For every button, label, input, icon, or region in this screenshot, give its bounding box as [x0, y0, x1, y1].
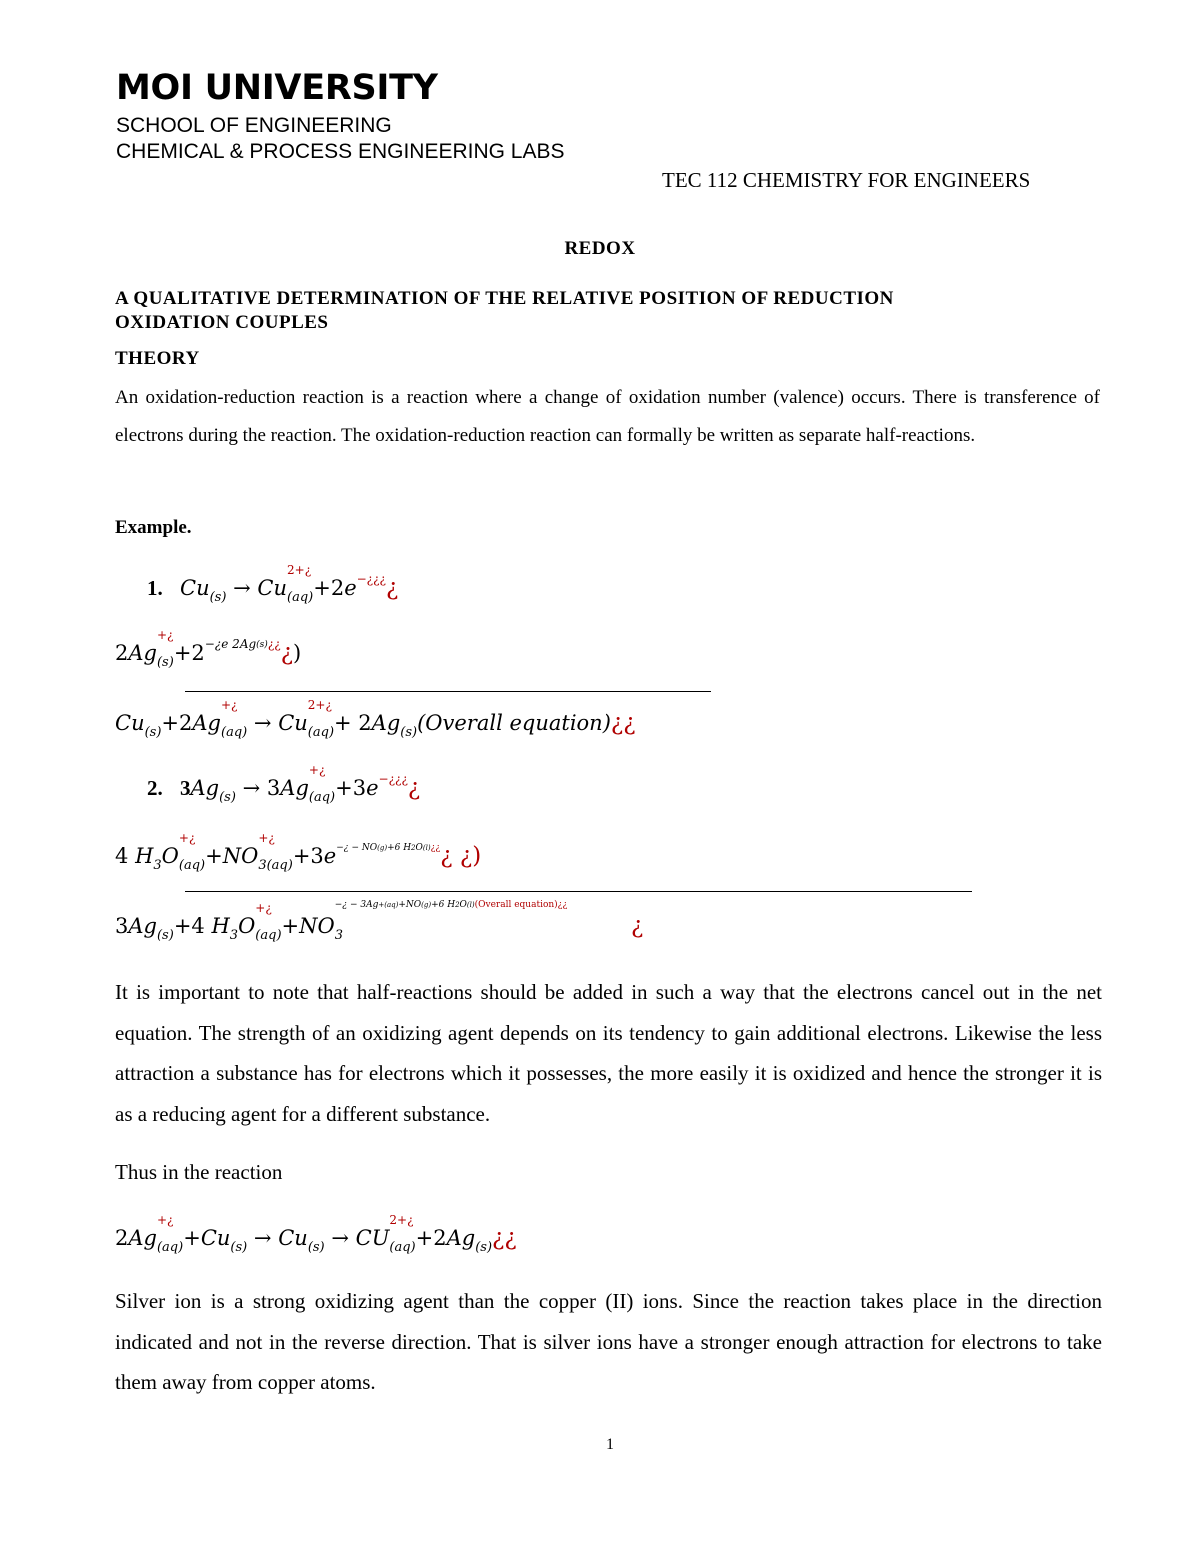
equation-superscript: −¿ − 3Ag — [334, 900, 379, 910]
equation-operator: + — [183, 1226, 201, 1250]
course-code: TEC 112 CHEMISTRY FOR ENGINEERS — [662, 168, 1031, 192]
equation-term: O — [161, 844, 179, 868]
equation-subscript: (s) — [156, 655, 174, 670]
equation-operator: +4 — [173, 914, 205, 938]
equation-term: Cu — [200, 1226, 231, 1250]
equation-subscript: (s) — [400, 725, 418, 740]
equation-term: Ag — [128, 1226, 157, 1250]
equation-term: H — [211, 914, 230, 938]
equation-tail: ¿ — [280, 640, 294, 666]
equation-term: Ag — [280, 776, 309, 800]
equation-term: e — [344, 576, 357, 600]
equation-superscript: O — [459, 900, 467, 910]
equation-term: CU — [355, 1226, 390, 1250]
equation-superscript: ¿¿ — [430, 843, 441, 853]
equation-subscript: (s) — [219, 790, 236, 805]
equation-subscript: (aq) — [221, 725, 248, 740]
equation-subscript: (s) — [307, 1240, 325, 1255]
equation-arrow: → — [233, 576, 251, 600]
equation-coefficient: 2 — [115, 1226, 129, 1250]
equation-superscript: +(aq) — [378, 901, 399, 909]
equation-superscript: 2+¿ — [287, 563, 312, 577]
equation-coefficient: 3 — [180, 776, 191, 800]
equation-term: e — [366, 776, 379, 800]
school-name: SCHOOL OF ENGINEERING — [116, 114, 392, 137]
equation-tail: ¿¿ — [492, 1225, 517, 1251]
equation-subscript: (aq) — [287, 590, 314, 605]
page-title: REDOX — [564, 238, 636, 259]
equation-coefficient: 3 — [115, 914, 129, 938]
equation-superscript: +6 H — [431, 900, 456, 910]
equation-superscript: −¿ − NO — [336, 843, 378, 853]
page-number: 1 — [606, 1436, 614, 1453]
equation-term: O — [238, 914, 256, 938]
equation-tail: ¿ ¿) — [440, 843, 482, 869]
equation-superscript: (g) — [377, 844, 388, 852]
university-name: MOI UNIVERSITY — [116, 68, 438, 108]
equation-subscript: (aq) — [389, 1240, 416, 1255]
equation-term: Ag — [128, 641, 157, 665]
equation-subscript: 3 — [153, 858, 162, 873]
equation-term: Cu — [278, 1226, 308, 1250]
equation-operator: +2 — [173, 641, 205, 665]
equation-number: 1. — [147, 576, 163, 600]
equation-term: NO — [222, 844, 259, 868]
equation-coefficient: 3 — [266, 776, 281, 800]
equation-subscript: 3 — [334, 928, 343, 943]
equation-subscript: (s) — [156, 928, 174, 943]
equation-superscript: 2 — [455, 901, 460, 909]
equation-arrow: → — [331, 1226, 349, 1250]
equation-operator: + — [205, 844, 223, 868]
subtitle-line-1: A QUALITATIVE DETERMINATION OF THE RELATIVE POSITION OF REDUCTION — [115, 288, 894, 309]
equation-superscript: +¿ — [178, 831, 196, 845]
equation-subscript: (s) — [475, 1240, 493, 1255]
divider-line — [185, 691, 711, 692]
equation-term: Ag — [190, 776, 220, 800]
equation-superscript: 2+¿ — [307, 698, 332, 712]
equation-operator: +3 — [292, 844, 324, 868]
equation-coefficient: 4 — [115, 844, 129, 868]
example-label: Example. — [115, 517, 192, 538]
equation-term: Cu — [257, 576, 287, 600]
equation-number: 2. — [147, 776, 163, 800]
equation-subscript: (aq) — [178, 858, 206, 873]
equation-tail: ¿¿ — [610, 710, 636, 736]
theory-heading: THEORY — [115, 348, 200, 369]
equation-note: (Overall equation) — [417, 711, 611, 735]
equation-superscript: (l) — [466, 901, 475, 909]
equation-term: Ag — [446, 1226, 476, 1250]
equation-2-1 — [147, 763, 421, 805]
equation-term: NO — [299, 914, 335, 938]
equation-subscript: (s) — [144, 725, 162, 740]
equation-superscript: +¿ — [221, 698, 238, 712]
equation-1-1 — [147, 563, 399, 605]
equation-superscript: +¿ — [156, 628, 174, 642]
equation-term: Ag — [128, 914, 157, 938]
equation-2-3 — [115, 900, 644, 943]
equation-subscript: (aq) — [308, 790, 336, 805]
equation-superscript: (Overall equation)¿¿ — [474, 900, 568, 910]
equation-superscript: 2+¿ — [389, 1213, 414, 1227]
equation-term: H — [135, 844, 154, 868]
equation-tail: ¿ — [385, 575, 399, 601]
explanation-paragraph: It is important to note that half-reactions should be added in such a way that the electrons cancel out in the net equation. The strength of an oxidizing agent depends on its tendency to gain additional electrons. Likewise the less attraction a substance has for electrons which it possesses, the more easily it is oxidized and hence the stronger it is as a reducing agent for a different substance. — [115, 980, 1102, 1126]
labs-name: CHEMICAL & PROCESS ENGINEERING LABS — [116, 140, 565, 163]
equation-superscript: 2 — [411, 844, 416, 852]
equation-superscript: +¿ — [255, 901, 272, 915]
reaction-equation — [115, 1213, 517, 1255]
equation-superscript: +¿ — [308, 763, 326, 777]
equation-superscript: −¿¿¿ — [356, 572, 386, 586]
equation-superscript: +6 H — [387, 843, 412, 853]
equation-term: e — [323, 844, 337, 868]
equation-superscript: (g) — [421, 901, 432, 909]
equation-superscript: ¿¿ — [267, 637, 281, 651]
silver-ion-paragraph: Silver ion is a strong oxidizing agent than the copper (II) ions. Since the reaction takes place in the direction indicated and not in the reverse direction. That is silver ions have a stronger enough attraction for electrons to take them away from copper atoms. — [115, 1289, 1102, 1394]
equation-term: Ag — [371, 711, 401, 735]
equation-superscript: O — [415, 843, 423, 853]
equation-tail: ¿ — [631, 913, 644, 939]
equation-subscript: (aq) — [307, 725, 335, 740]
equation-arrow: → — [253, 1226, 272, 1250]
equation-superscript: +NO — [398, 900, 422, 910]
subtitle-line-2: OXIDATION COUPLES — [115, 312, 329, 333]
equation-tail: ¿ — [407, 775, 421, 801]
equation-operator: +3 — [335, 776, 367, 800]
equation-subscript: (s) — [209, 590, 227, 605]
equation-term: Cu — [278, 711, 308, 735]
equation-1-3 — [115, 698, 636, 740]
equation-arrow: → — [242, 776, 261, 800]
equation-operator: +2 — [415, 1226, 447, 1250]
theory-paragraph: An oxidation-reduction reaction is a reaction where a change of oxidation number (valence) occurs. There is transference of electrons during the reaction. The oxidation-reduction reaction can formally be written as separate half-reactions. — [115, 387, 1100, 446]
equation-subscript: (s) — [230, 1240, 248, 1255]
equation-1-2 — [115, 628, 302, 670]
equation-arrow: → — [253, 711, 272, 735]
equation-2-2 — [115, 831, 482, 873]
equation-superscript: (s) — [256, 640, 268, 650]
equation-operator: +2 — [161, 711, 193, 735]
equation-term: Cu — [115, 711, 145, 735]
equation-operator: + 2 — [334, 711, 372, 735]
equation-term: Ag — [192, 711, 221, 735]
equation-superscript: +¿ — [156, 1213, 174, 1227]
equation-superscript: (l) — [422, 844, 431, 852]
equation-subscript: 3(aq) — [258, 858, 293, 873]
equation-superscript: +¿ — [258, 831, 275, 845]
equation-coefficient: 2 — [115, 641, 129, 665]
thus-text: Thus in the reaction — [115, 1160, 283, 1184]
equation-superscript: −¿e 2Ag — [204, 637, 257, 651]
equation-bracket: ) — [293, 641, 302, 665]
equation-operator: + — [281, 914, 300, 938]
equation-subscript: (aq) — [156, 1240, 184, 1255]
divider-line — [185, 891, 972, 892]
equation-term: Cu — [180, 576, 210, 600]
equation-subscript: 3 — [229, 928, 239, 943]
equation-superscript: −¿¿¿ — [378, 772, 408, 786]
equation-subscript: (aq) — [255, 928, 282, 943]
equation-operator: +2 — [313, 576, 345, 600]
